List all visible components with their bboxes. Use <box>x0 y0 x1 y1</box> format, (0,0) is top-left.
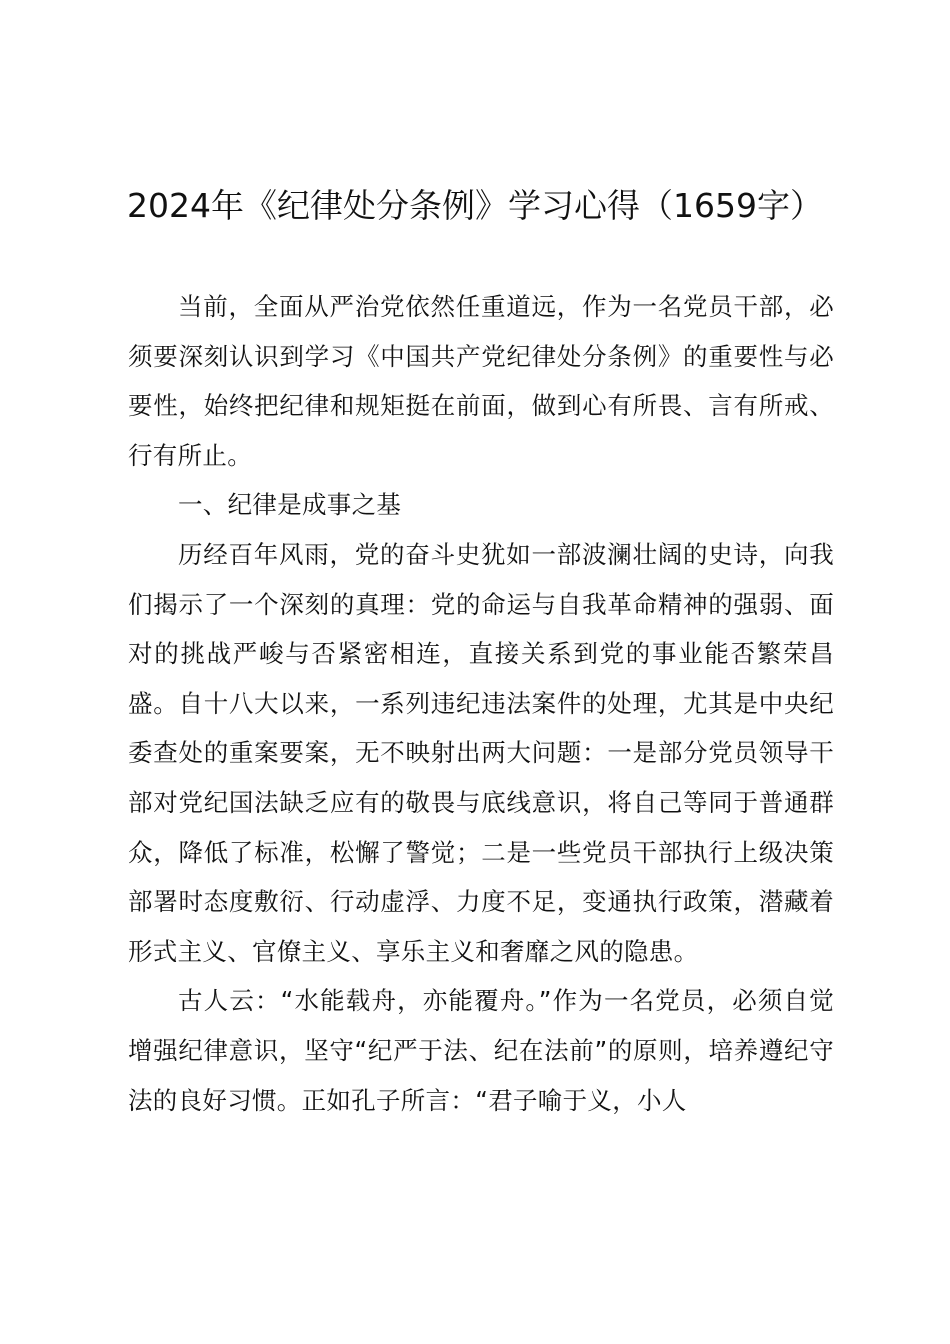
section-heading: 一、纪律是成事之基 <box>178 490 402 520</box>
document-title: 2024年《纪律处分条例》学习心得（1659字） <box>127 186 823 225</box>
document-body <box>128 282 834 1125</box>
paragraph-history: 历经百年风雨，党的奋斗史犹如一部波澜壮阔的史诗，向我们揭示了一个深刻的真理：党的命运与自我革命精神的强弱、面对的挑战严峻与否紧密相连，直接关系到党的事业能否繁荣昌盛。自十八大以来，一系列违纪违法案件的处理，尤其是中央纪委查处的重案要案，无不映射出两大问题：一是部分党员领导干部对党纪国法缺乏应有的敬畏与底线意识，将自己等同于普通群众，降低了标准，松懈了警觉；二是一些党员干部执行上级决策部署时态度敷衍、行动虚浮、力度不足，变通执行政策，潜藏着形式主义、官僚主义、享乐主义和奢靡之风的隐患。 <box>128 539 834 966</box>
paragraph-ancient-saying: 古人云：“水能载舟，亦能覆舟。”作为一名党员，必须自觉增强纪律意识，坚守“纪严于法、纪在法前”的原则，培养遵纪守法的良好习惯。正如孔子所言：“君子喻于义，小人 <box>128 986 834 1115</box>
paragraph-intro: 当前，全面从严治党依然任重道远，作为一名党员干部，必须要深刻认识到学习《中国共产党纪律处分条例》的重要性与必要性，始终把纪律和规矩挺在前面，做到心有所畏、言有所戒、行有所止。 <box>128 292 834 470</box>
